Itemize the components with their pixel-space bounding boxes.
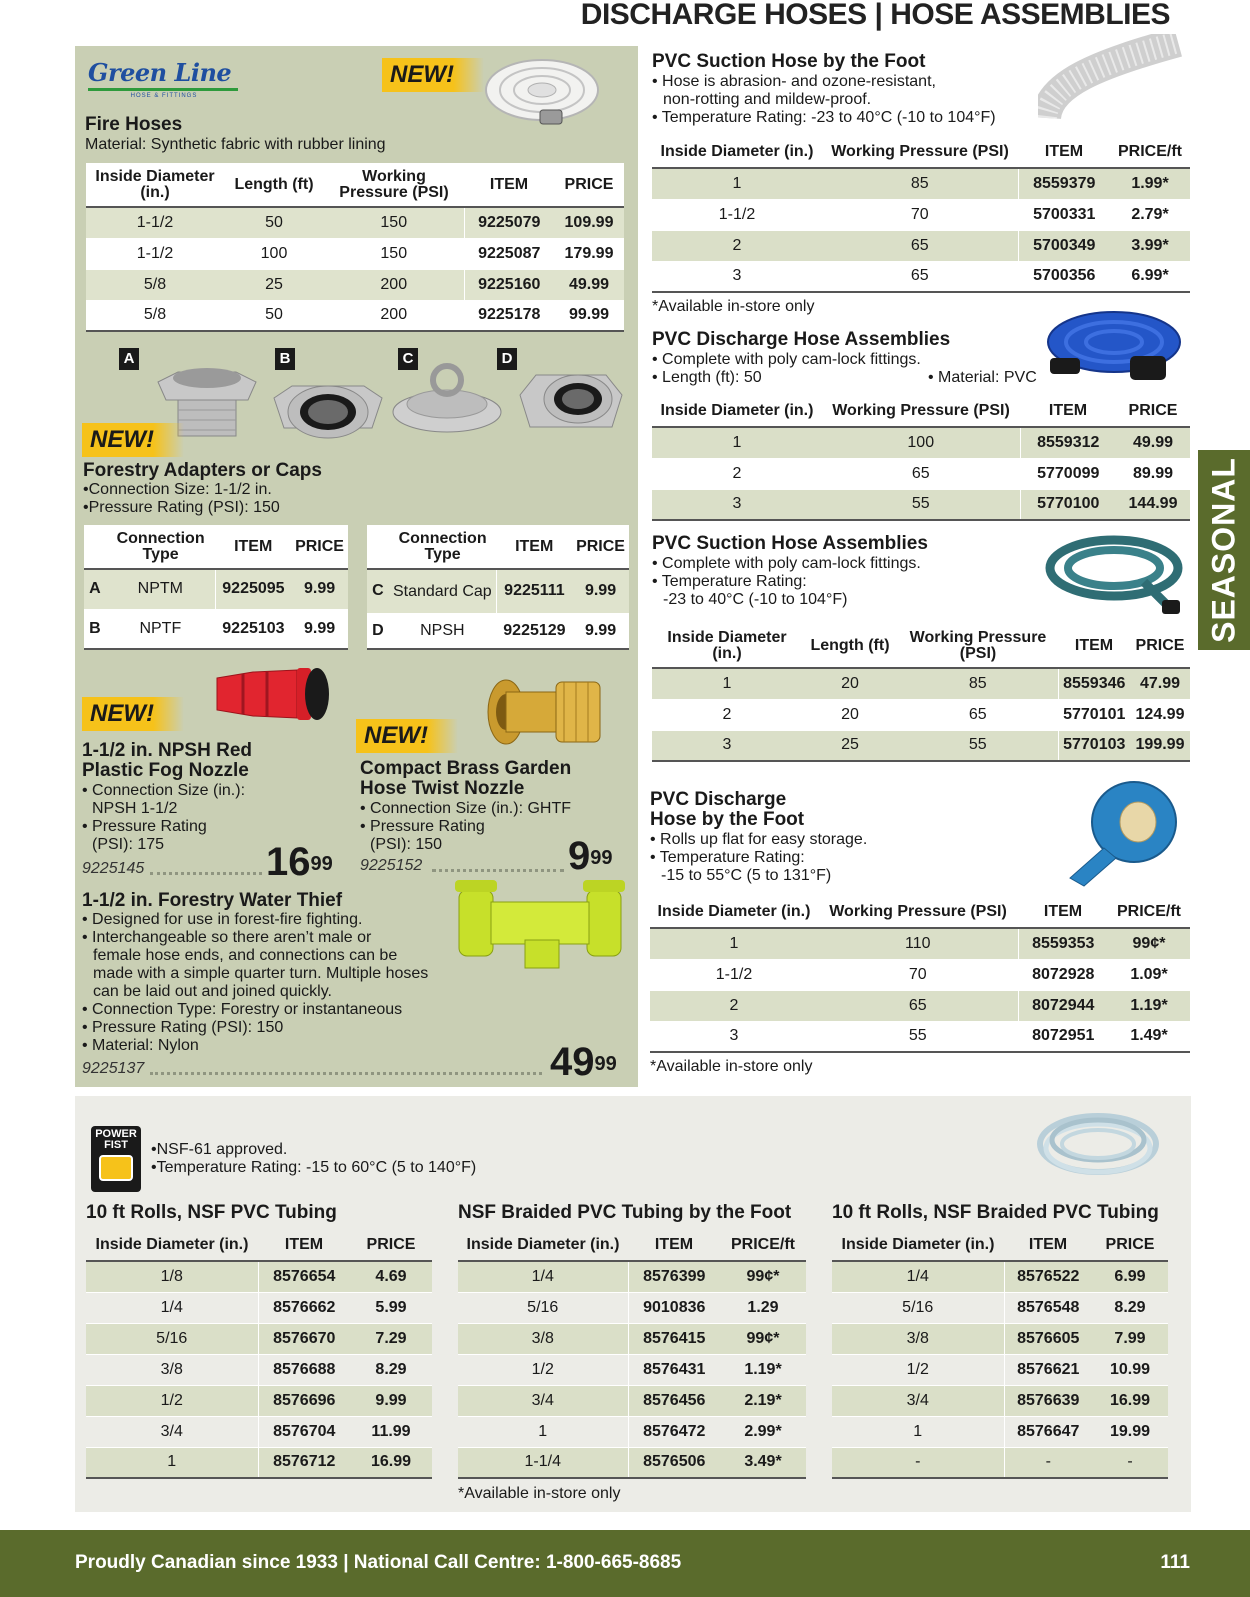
table-row: 1/2 8576431 1.19* xyxy=(458,1354,806,1385)
col-header: ITEM xyxy=(1018,136,1110,168)
table-row: 1-1/4 8576506 3.49* xyxy=(458,1447,806,1478)
col-header: ITEM xyxy=(496,525,572,569)
table-row: 3/8 8576688 8.29 xyxy=(86,1354,432,1385)
table-row: 3/4 8576456 2.19* xyxy=(458,1385,806,1416)
col-header: Inside Diameter (in.) xyxy=(458,1229,628,1261)
forestry-adapters-bullets xyxy=(83,481,280,517)
pvc-suction-assemblies-line: • Temperature Rating: xyxy=(652,573,807,590)
table-row: 3 55 8072951 1.49* xyxy=(650,1021,1190,1052)
new-badge-brass-nozzle: NEW! xyxy=(356,719,458,753)
tubing-rolls-table xyxy=(86,1229,432,1479)
fist-icon xyxy=(99,1155,133,1181)
col-header: Working Pressure (PSI) xyxy=(898,624,1058,668)
dot-leader xyxy=(150,872,262,875)
water-thief-line: • Pressure Rating (PSI): 150 xyxy=(82,1019,284,1036)
brass-nozzle-bullet: • Connection Size (in.): GHTF xyxy=(360,800,571,817)
dot-leader xyxy=(150,1072,542,1075)
braided-foot-table xyxy=(458,1229,806,1479)
adapter-d-icon xyxy=(516,355,626,445)
new-badge-fire-hoses: NEW! xyxy=(382,58,484,92)
pvc-discharge-foot-line: -15 to 55°C (5 to 131°F) xyxy=(661,867,832,884)
water-thief-line: made with a simple quarter turn. Multiple hoses xyxy=(93,965,429,982)
letter-a-label: A xyxy=(119,348,139,370)
table-row: 1-1/2 100 150 9225087 179.99 xyxy=(86,238,624,269)
brass-nozzle-price: $9^{99}$ xyxy=(568,834,613,878)
blue-discharge-assembly-icon xyxy=(1044,306,1184,388)
water-thief-line: • Connection Type: Forestry or instantaneous xyxy=(82,1001,403,1018)
table-row: 3 55 5770100 144.99 xyxy=(652,489,1190,520)
pvc-discharge-foot-line: • Temperature Rating: xyxy=(650,849,805,866)
col-header: Inside Diameter (in.) xyxy=(652,395,822,427)
white-suction-hose-icon xyxy=(1038,34,1186,126)
pvc-suction-foot-line: • Hose is abrasion- and ozone-resistant, xyxy=(652,73,936,90)
brass-nozzle-bullet: • Pressure Rating xyxy=(360,818,485,835)
fire-hose-roll-icon xyxy=(482,54,602,132)
seasonal-section-tab: SEASONAL xyxy=(1198,450,1250,650)
col-header: PRICE xyxy=(350,1229,432,1261)
water-thief-sku: 9225137 xyxy=(82,1060,145,1077)
list-item: • Connection Size: 1-1/2 in. xyxy=(83,481,280,499)
footer-contact: Proudly Canadian since 1933 | National Call Centre: 1-800-665-8685 xyxy=(75,1552,682,1573)
fog-nozzle-title-line2: Plastic Fog Nozzle xyxy=(82,760,249,781)
table-row: 1 85 8559379 1.99* xyxy=(652,168,1190,199)
fire-hoses-table xyxy=(86,163,624,332)
list-item: • Pressure Rating (PSI): 150 xyxy=(83,499,280,517)
table-row: - - - xyxy=(832,1447,1168,1478)
page-title: DISCHARGE HOSES | HOSE ASSEMBLIES xyxy=(580,0,1170,31)
fog-nozzle-bullet-cont: (PSI): 175 xyxy=(92,836,165,853)
table-row: B NPTF 9225103 9.99 xyxy=(84,609,348,649)
col-header: PRICE xyxy=(1116,395,1190,427)
list-item: • NSF-61 approved. xyxy=(151,1141,476,1159)
col-header: ITEM xyxy=(464,163,554,207)
table-row: 2 65 5700349 3.99* xyxy=(652,230,1190,261)
table-row: 1 8576712 16.99 xyxy=(86,1447,432,1478)
brass-twist-nozzle-icon xyxy=(484,670,612,752)
col-header: Inside Diameter (in.) xyxy=(86,1229,258,1261)
table-row: 1-1/2 50 150 9225079 109.99 xyxy=(86,207,624,238)
fog-nozzle-sku: 9225145 xyxy=(82,860,145,877)
pvc-discharge-assemblies-table xyxy=(652,395,1190,521)
col-header: Length (ft) xyxy=(224,163,324,207)
col-header: ITEM xyxy=(1004,1229,1092,1261)
adapters-table-right xyxy=(367,525,629,650)
blue-flat-hose-roll-icon xyxy=(1064,778,1180,890)
table-row: 5/8 50 200 9225178 99.99 xyxy=(86,300,624,331)
pvc-discharge-foot-table xyxy=(650,896,1190,1053)
col-header: Inside Diameter (in.) xyxy=(652,624,802,668)
pvc-discharge-assemblies-title: PVC Discharge Hose Assemblies xyxy=(652,329,951,350)
water-thief-title: 1-1/2 in. Forestry Water Thief xyxy=(82,890,343,911)
table-row: 1-1/2 70 8072928 1.09* xyxy=(650,959,1190,990)
col-header: PRICE xyxy=(291,525,348,569)
letter-c-label: C xyxy=(398,348,418,370)
in-store-note: *Available in-store only xyxy=(650,1058,813,1075)
water-thief-line: • Interchangeable so there aren’t male or xyxy=(82,929,372,946)
pvc-suction-assemblies-table xyxy=(652,624,1190,762)
col-header: ITEM xyxy=(258,1229,350,1261)
fire-hoses-title: Fire Hoses xyxy=(85,114,183,135)
col-header: PRICE/ft xyxy=(720,1229,806,1261)
pvc-suction-assemblies-line: • Complete with poly cam-lock fittings. xyxy=(652,555,921,572)
pvc-discharge-foot-line: • Rolls up flat for easy storage. xyxy=(650,831,868,848)
table-row: 1 8576472 2.99* xyxy=(458,1416,806,1447)
page-number: 111 xyxy=(1160,1552,1190,1573)
col-header: PRICE xyxy=(1130,624,1190,668)
pvc-discharge-foot-title-line2: Hose by the Foot xyxy=(650,809,805,830)
water-thief-line: female hose ends, and connections can be xyxy=(93,947,398,964)
pvc-discharge-assemblies-line: • Complete with poly cam-lock fittings. xyxy=(652,351,921,368)
table-row: 5/16 8576670 7.29 xyxy=(86,1323,432,1354)
tubing-rolls-title: 10 ft Rolls, NSF PVC Tubing xyxy=(86,1202,337,1223)
table-row: 1/4 8576662 5.99 xyxy=(86,1292,432,1323)
fire-hoses-material: Material: Synthetic fabric with rubber lining xyxy=(85,136,386,153)
table-row: 2 20 65 5770101 124.99 xyxy=(652,699,1190,730)
pvc-suction-foot-title: PVC Suction Hose by the Foot xyxy=(652,51,926,72)
table-row: 1-1/2 70 5700331 2.79* xyxy=(652,199,1190,230)
table-row: 1 100 8559312 49.99 xyxy=(652,427,1190,458)
in-store-note: *Available in-store only xyxy=(652,298,815,315)
col-header: PRICE xyxy=(1092,1229,1168,1261)
table-row: 3 25 55 5770103 199.99 xyxy=(652,730,1190,761)
water-thief-icon xyxy=(455,876,625,976)
page-footer xyxy=(0,1530,1250,1597)
brass-nozzle-bullet-cont: (PSI): 150 xyxy=(370,836,443,853)
letter-d-label: D xyxy=(497,348,517,370)
adapter-b-icon xyxy=(268,368,388,452)
table-row: 1/2 8576621 10.99 xyxy=(832,1354,1168,1385)
pvc-suction-assemblies-title: PVC Suction Hose Assemblies xyxy=(652,533,928,554)
water-thief-line: • Designed for use in forest-fire fighting. xyxy=(82,911,363,928)
col-header: Inside Diameter (in.) xyxy=(650,896,818,928)
water-thief-price: $49^{99}$ xyxy=(550,1040,617,1084)
brass-nozzle-title-line2: Hose Twist Nozzle xyxy=(360,778,525,799)
nsf-bullets xyxy=(151,1141,476,1177)
table-row: 1 8576647 19.99 xyxy=(832,1416,1168,1447)
table-row: 1 20 85 8559346 47.99 xyxy=(652,668,1190,699)
braided-foot-title: NSF Braided PVC Tubing by the Foot xyxy=(458,1202,792,1223)
pvc-discharge-assemblies-line: • Length (ft): 50 xyxy=(652,369,762,386)
col-header: Length (ft) xyxy=(802,624,898,668)
table-row: 3/8 8576605 7.99 xyxy=(832,1323,1168,1354)
dot-leader xyxy=(432,869,564,872)
col-header: ITEM xyxy=(628,1229,720,1261)
pvc-suction-foot-table xyxy=(652,136,1190,293)
table-row: C Standard Cap 9225111 9.99 xyxy=(367,569,629,613)
new-badge-fog-nozzle: NEW! xyxy=(82,697,184,731)
pvc-discharge-foot-title-line1: PVC Discharge xyxy=(650,789,787,810)
table-row: 1/4 8576399 99¢* xyxy=(458,1261,806,1292)
pvc-suction-assemblies-line: -23 to 40°C (-10 to 104°F) xyxy=(663,591,848,608)
table-row: 1/4 8576522 6.99 xyxy=(832,1261,1168,1292)
fog-nozzle-bullet: • Connection Size (in.): xyxy=(82,782,246,799)
col-header: Working Pressure (PSI) xyxy=(324,163,464,207)
table-row: 1/8 8576654 4.69 xyxy=(86,1261,432,1292)
cap-c-icon xyxy=(388,360,506,440)
table-row: 3/4 8576704 11.99 xyxy=(86,1416,432,1447)
list-item: • Temperature Rating: -15 to 60°C (5 to 140°F) xyxy=(151,1159,476,1177)
water-thief-line: can be laid out and joined quickly. xyxy=(93,983,332,1000)
col-header: Inside Diameter (in.) xyxy=(86,163,224,207)
adapters-table-left xyxy=(84,525,348,650)
letter-b-label: B xyxy=(275,348,295,370)
teal-suction-assembly-icon xyxy=(1044,526,1184,616)
fog-nozzle-title-line1: 1-1/2 in. NPSH Red xyxy=(82,740,252,761)
table-row: 1/2 8576696 9.99 xyxy=(86,1385,432,1416)
table-row: D NPSH 9225129 9.99 xyxy=(367,613,629,649)
green-line-logo: Green Line HOSE & FITTINGS xyxy=(88,58,240,98)
col-header: PRICE/ft xyxy=(1110,136,1190,168)
in-store-note: *Available in-store only xyxy=(458,1485,621,1502)
col-header: Inside Diameter (in.) xyxy=(652,136,822,168)
table-row: 5/16 8576548 8.29 xyxy=(832,1292,1168,1323)
table-row: 5/16 9010836 1.29 xyxy=(458,1292,806,1323)
pvc-suction-foot-line: • Temperature Rating: -23 to 40°C (-10 to 104°F) xyxy=(652,109,996,126)
table-row: 1 110 8559353 99¢* xyxy=(650,928,1190,959)
col-header: ITEM xyxy=(1020,395,1116,427)
pvc-suction-foot-line: non-rotting and mildew-proof. xyxy=(663,91,872,108)
col-header: Working Pressure (PSI) xyxy=(818,896,1018,928)
fog-nozzle-price: $16^{99}$ xyxy=(266,840,333,884)
table-row: 3/4 8576639 16.99 xyxy=(832,1385,1168,1416)
red-fog-nozzle-icon xyxy=(213,664,331,724)
power-fist-logo: POWER FIST xyxy=(91,1126,141,1192)
table-row: 3 65 5700356 6.99* xyxy=(652,261,1190,292)
fog-nozzle-bullet-cont: NPSH 1-1/2 xyxy=(92,800,178,817)
braided-rolls-table xyxy=(832,1229,1168,1479)
col-header: ITEM xyxy=(1058,624,1130,668)
new-badge-adapters: NEW! xyxy=(82,423,184,457)
water-thief-line: • Material: Nylon xyxy=(82,1037,199,1054)
forestry-adapters-title: Forestry Adapters or Caps xyxy=(83,460,322,481)
col-header: Connection Type xyxy=(106,525,215,569)
brass-nozzle-title-line1: Compact Brass Garden xyxy=(360,758,572,779)
brass-nozzle-sku: 9225152 xyxy=(360,857,423,874)
col-header: Inside Diameter (in.) xyxy=(832,1229,1004,1261)
col-header: PRICE xyxy=(554,163,624,207)
col-header: PRICE/ft xyxy=(1108,896,1190,928)
table-row: 5/8 25 200 9225160 49.99 xyxy=(86,269,624,300)
fog-nozzle-bullet: • Pressure Rating xyxy=(82,818,207,835)
col-header: ITEM xyxy=(215,525,291,569)
col-header: PRICE xyxy=(572,525,629,569)
table-row: 2 65 8072944 1.19* xyxy=(650,990,1190,1021)
clear-tubing-coil-icon xyxy=(1034,1104,1164,1188)
col-header: Working Pressure (PSI) xyxy=(822,395,1020,427)
table-row: 2 65 5770099 89.99 xyxy=(652,458,1190,489)
pvc-discharge-assemblies-line: • Material: PVC xyxy=(928,369,1037,386)
col-header: Connection Type xyxy=(389,525,496,569)
col-header: Working Pressure (PSI) xyxy=(822,136,1018,168)
col-header: ITEM xyxy=(1018,896,1108,928)
braided-rolls-title: 10 ft Rolls, NSF Braided PVC Tubing xyxy=(832,1202,1159,1223)
table-row: 3/8 8576415 99¢* xyxy=(458,1323,806,1354)
table-row: A NPTM 9225095 9.99 xyxy=(84,569,348,609)
